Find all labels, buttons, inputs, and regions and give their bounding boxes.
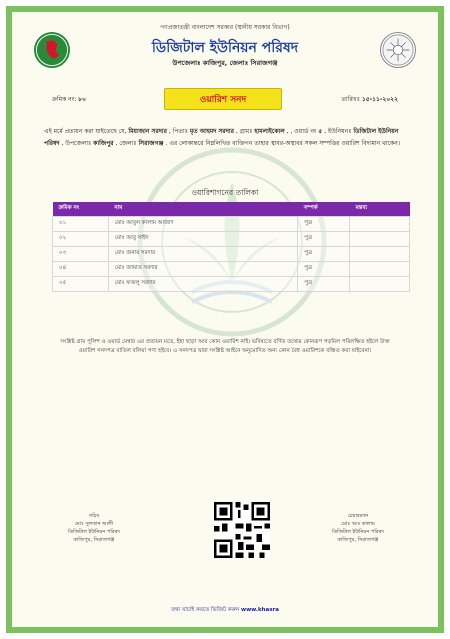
table-cell: মোঃ জনার সরদার: [108, 247, 297, 262]
table-cell: মোঃ আবু সাইদ: [108, 232, 297, 247]
signature-location: কাজিপুর, সিরাজগঞ্জ: [337, 537, 379, 543]
table-cell: পুত্র: [298, 262, 350, 277]
serial-label: ক্রমিক নং:: [52, 96, 77, 103]
declaration-paragraph: [44, 126, 406, 150]
verification-footer: [12, 607, 438, 615]
page-subtitle: উপজেলাঃ কাজিপুর, জেলাঃ সিরাজগঞ্জ: [172, 59, 278, 67]
column-header: মন্তব্য: [350, 202, 410, 217]
date-label: তারিখঃ: [341, 96, 360, 103]
signature-role: চেয়ারম্যান: [347, 513, 369, 519]
table-cell: পুত্র: [298, 247, 350, 262]
intro-text: , গ্রামঃ: [235, 128, 253, 135]
signature-office: ডিজিটাল ইউনিয়ন পরিষদ: [68, 529, 120, 535]
signature-name: মোঃ আঃ কালাম: [341, 521, 375, 527]
table-cell: [350, 232, 410, 247]
father-name: মৃত আহমদ সরদার: [189, 128, 234, 135]
table-row: [53, 217, 410, 232]
intro-text: , জেলাঃ: [115, 140, 137, 147]
column-header: নাম: [108, 202, 297, 217]
column-header: সম্পর্ক: [298, 202, 350, 217]
table-row: [53, 232, 410, 247]
verification-link[interactable]: www.khasra: [240, 607, 279, 613]
secretary-signature-block: [54, 512, 134, 544]
ward-number: ৫: [318, 128, 323, 135]
table-cell: ০১: [53, 217, 109, 232]
table-row: [53, 262, 410, 277]
upazila-name: কাজিপুর: [93, 140, 114, 147]
page-title: ডিজিটাল ইউনিয়ন পরিষদ: [151, 40, 299, 56]
village-name: হামলাইকোল: [254, 128, 285, 135]
table-row: [53, 247, 410, 262]
intro-text: . এর লোকান্তরে নিম্নলিখিত ব্যক্তিগন তাহার স্থাবর-অস্থাবর সকল সম্পত্তির ওয়ারিশ বিদ্যমান থাকেন।: [165, 140, 400, 147]
government-header: গণপ্রজাতন্ত্রী বাংলাদেশ সরকার (স্থানীয় সরকার বিভাগ): [160, 24, 290, 31]
footer-text: তথ্য যাচাই করতে ভিজিট করুন: [171, 607, 240, 613]
table-cell: [350, 247, 410, 262]
verification-note: সংশ্লিষ্ট গ্রাম পুলিশ ও ওয়ার্ড মেম্বার এর প্রত্যয়ন মতে, ইহা ছাড়া আর কোন ওয়ারিশ নাই। ভবিষ্যতে বর্ণিত তথ্যের কোনরূপ গড়মিল পরিলক্ষিত হইলে উক্ত ওয়ারিশ সনদপত্র বাতিল বলিয়া গণ্য হইবে। এ সনদপত্র দ্বারা সংশ্লিষ্ট আইনে অনুমোদিত অন্য কোন বৈধ ওয়ারিশকে বঞ্চিত করা যাইবেনা।: [60, 339, 390, 354]
serial-value: ৮০: [78, 96, 87, 103]
intro-text: , উপজেলাঃ: [61, 140, 92, 147]
deceased-name: মিয়াজান সরদার: [128, 128, 167, 135]
table-cell: পুত্র: [298, 217, 350, 232]
table-cell: ০৩: [53, 247, 109, 262]
table-cell: ০৫: [53, 277, 109, 292]
date-value: ১৫-১১-২০২২: [361, 96, 398, 103]
table-cell: ০৪: [53, 262, 109, 277]
issue-date: [342, 94, 399, 105]
serial-number: [52, 94, 86, 105]
certificate-badge: ওয়ারিশ সনদ: [164, 88, 282, 110]
table-cell: [350, 217, 410, 232]
signature-name: মোঃ সুলতান আলী: [74, 521, 114, 527]
table-cell: ০২: [53, 232, 109, 247]
intro-text: , পিতাঃ: [168, 128, 188, 135]
intro-text: এই মর্মে প্রত্যয়ন করা যাইতেছে যে,: [44, 128, 127, 135]
signature-role: সচিব: [88, 513, 100, 519]
table-cell: [350, 277, 410, 292]
signature-location: কাজিপুর, সিরাজগঞ্জ: [73, 537, 115, 543]
intro-text: , ইউনিয়নঃ: [324, 128, 352, 135]
column-header: ক্রমিক নং: [53, 202, 109, 217]
heirs-table-title: ওয়ারিশাগনের তালিকা: [191, 188, 259, 197]
table-cell: [350, 262, 410, 277]
table-cell: মোঃ আবুল কালাম আজাদ: [108, 217, 297, 232]
government-emblem-icon: [380, 32, 416, 68]
signature-office: ডিজিটাল ইউনিয়ন পরিষদ: [332, 529, 384, 535]
heirs-table: [52, 202, 410, 292]
table-cell: পুত্র: [298, 277, 350, 292]
district-name: সিরাজগঞ্জ: [138, 140, 164, 147]
qr-code-icon[interactable]: [214, 502, 270, 558]
table-cell: মোঃ জামাত সরদার: [108, 262, 297, 277]
table-header-row: [53, 202, 410, 217]
union-name: ডিজিটাল ইউনিয়ন পরিষদ: [44, 128, 399, 147]
intro-text: , , ওয়ার্ড নং: [286, 128, 317, 135]
certificate-page: [6, 6, 444, 633]
table-cell: পুত্র: [298, 232, 350, 247]
table-cell: মোঃ ফজলু সরদার: [108, 277, 297, 292]
chairman-signature-block: [318, 512, 398, 544]
table-row: [53, 277, 410, 292]
